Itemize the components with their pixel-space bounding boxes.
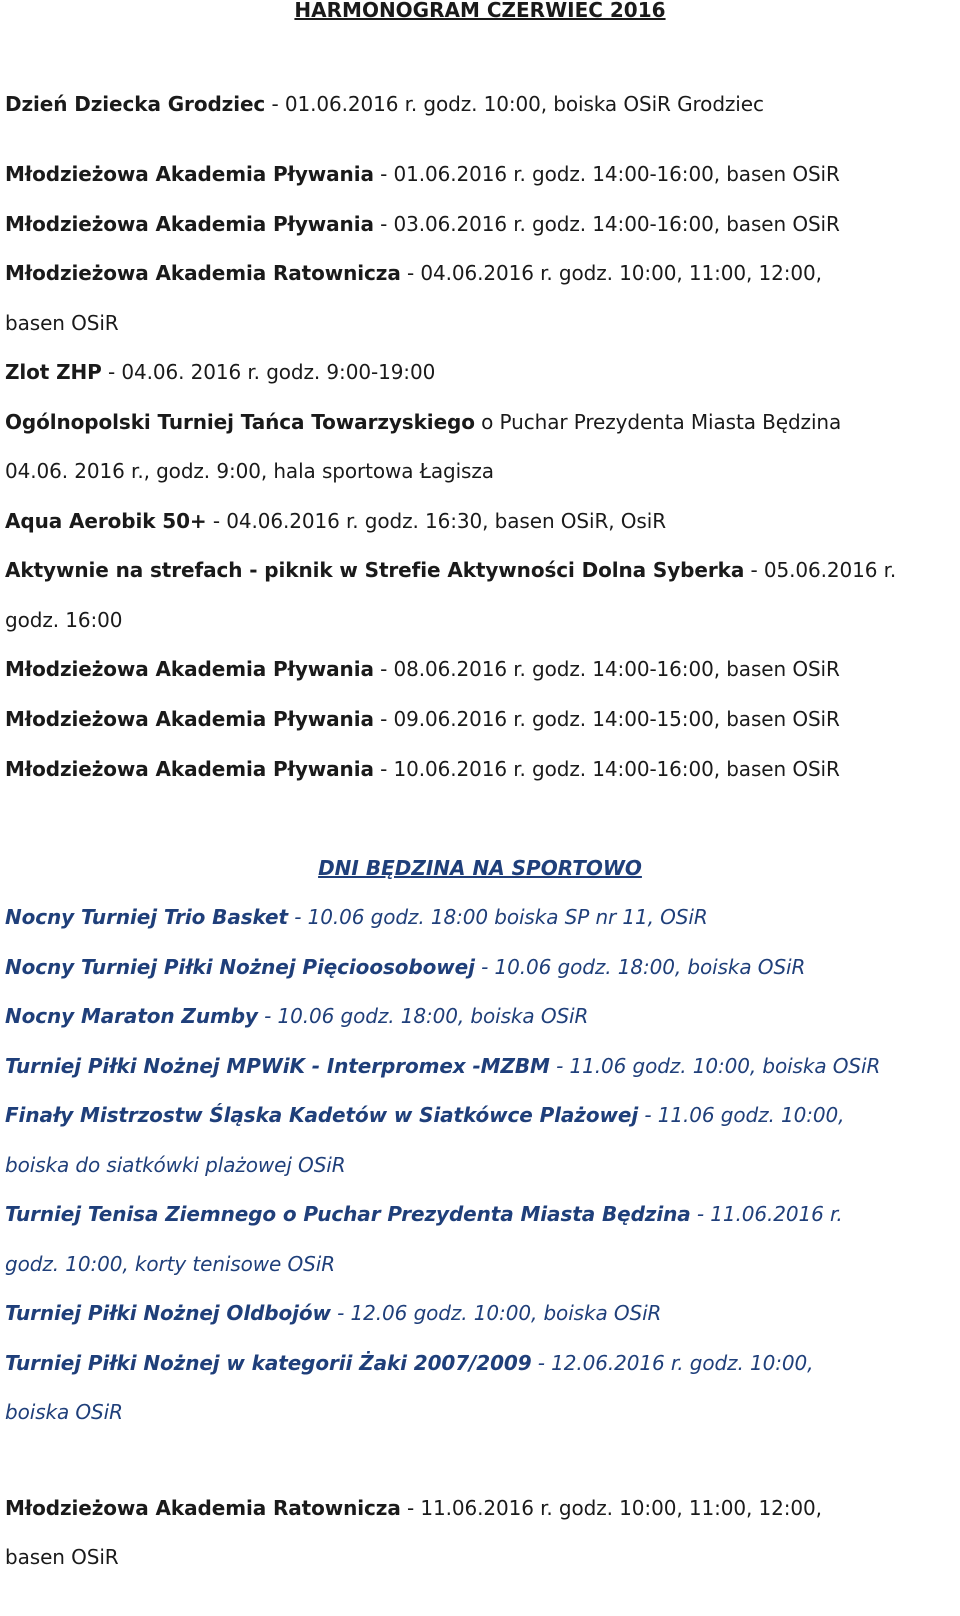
event-line	[5, 1052, 880, 1080]
event-line	[5, 259, 822, 287]
event-line	[5, 1002, 588, 1030]
event-name: Zlot ZHP	[5, 360, 102, 384]
event-line-continuation: boiska do siatkówki plażowej OSiR	[5, 1153, 346, 1177]
event-line	[5, 160, 840, 188]
event-name: Turniej Piłki Nożnej Oldbojów	[5, 1301, 331, 1325]
event-details: - 11.06 godz. 10:00, boiska OSiR	[549, 1054, 881, 1078]
event-details: - 01.06.2016 r. godz. 10:00, boiska OSiR Grodziec	[265, 92, 764, 116]
event-name: Młodzieżowa Akademia Pływania	[5, 757, 374, 781]
event-name: Młodzieżowa Akademia Pływania	[5, 707, 374, 731]
event-line	[5, 1349, 813, 1377]
event-line	[5, 705, 840, 733]
event-name: Turniej Piłki Nożnej w kategorii Żaki 2007/2009	[5, 1351, 532, 1375]
event-details: - 03.06.2016 r. godz. 14:00-16:00, basen OSiR	[373, 212, 840, 236]
event-name: Młodzieżowa Akademia Pływania	[5, 657, 374, 681]
event-name: Finały Mistrzostw Śląska Kadetów w Siatkówce Plażowej	[5, 1103, 639, 1127]
event-details: - 09.06.2016 r. godz. 14:00-15:00, basen OSiR	[373, 707, 840, 731]
event-details: - 10.06 godz. 18:00, boiska OSiR	[474, 955, 806, 979]
event-details: - 04.06.2016 r. godz. 16:30, basen OSiR, OsiR	[206, 509, 667, 533]
section-title: DNI BĘDZINA NA SPORTOWO	[318, 856, 642, 880]
event-name: Nocny Turniej Trio Basket	[5, 905, 288, 929]
event-line	[5, 210, 840, 238]
event-details: - 04.06. 2016 r. godz. 9:00-19:00	[101, 360, 436, 384]
event-line-continuation: basen OSiR	[5, 1545, 119, 1569]
event-name: Aqua Aerobik 50+	[5, 509, 207, 533]
event-line	[5, 408, 841, 436]
event-name: Nocny Turniej Piłki Nożnej Pięcioosobowej	[5, 955, 475, 979]
page-title: HARMONOGRAM CZERWIEC 2016	[294, 0, 666, 22]
event-name: Turniej Piłki Nożnej MPWiK - Interpromex -MZBM	[5, 1054, 550, 1078]
event-name: Młodzieżowa Akademia Pływania	[5, 212, 374, 236]
event-line-continuation: basen OSiR	[5, 311, 119, 335]
event-name: Ogólnopolski Turniej Tańca Towarzyskiego	[5, 410, 475, 434]
event-details: - 10.06.2016 r. godz. 14:00-16:00, basen OSiR	[373, 757, 840, 781]
event-details: - 05.06.2016 r.	[744, 558, 897, 582]
event-details: o Puchar Prezydenta Miasta Będzina	[474, 410, 842, 434]
event-details: - 10.06 godz. 18:00 boiska SP nr 11, OSiR	[287, 905, 708, 929]
event-line	[5, 1200, 843, 1228]
event-line	[5, 1299, 661, 1327]
event-line	[5, 90, 764, 118]
event-name: Dzień Dziecka Grodziec	[5, 92, 266, 116]
event-line-continuation: godz. 16:00	[5, 608, 123, 632]
event-line	[5, 953, 805, 981]
event-details: - 11.06 godz. 10:00,	[638, 1103, 845, 1127]
event-line-continuation: boiska OSiR	[5, 1400, 123, 1424]
event-line	[5, 903, 708, 931]
event-line	[5, 655, 840, 683]
event-details: - 12.06.2016 r. godz. 10:00,	[531, 1351, 814, 1375]
event-line	[5, 1494, 822, 1522]
event-line	[5, 556, 896, 584]
event-line	[5, 1101, 844, 1129]
event-details: - 08.06.2016 r. godz. 14:00-16:00, basen OSiR	[373, 657, 840, 681]
event-name: Nocny Maraton Zumby	[5, 1004, 258, 1028]
event-details: - 04.06.2016 r. godz. 10:00, 11:00, 12:00,	[400, 261, 822, 285]
event-details: - 11.06.2016 r.	[690, 1202, 843, 1226]
event-line	[5, 507, 666, 535]
event-name: Młodzieżowa Akademia Pływania	[5, 162, 374, 186]
event-name: Turniej Tenisa Ziemnego o Puchar Prezydenta Miasta Będzina	[5, 1202, 691, 1226]
event-line-continuation: godz. 10:00, korty tenisowe OSiR	[5, 1252, 336, 1276]
event-line-continuation: 04.06. 2016 r., godz. 9:00, hala sportowa Łagisza	[5, 459, 494, 483]
event-line	[5, 755, 840, 783]
event-details: - 11.06.2016 r. godz. 10:00, 11:00, 12:00,	[400, 1496, 822, 1520]
event-details: - 01.06.2016 r. godz. 14:00-16:00, basen OSiR	[373, 162, 840, 186]
event-line	[5, 358, 435, 386]
event-details: - 12.06 godz. 10:00, boiska OSiR	[330, 1301, 662, 1325]
event-name: Aktywnie na strefach - piknik w Strefie Aktywności Dolna Syberka	[5, 558, 745, 582]
event-details: - 10.06 godz. 18:00, boiska OSiR	[257, 1004, 589, 1028]
event-name: Młodzieżowa Akademia Ratownicza	[5, 1496, 401, 1520]
event-name: Młodzieżowa Akademia Ratownicza	[5, 261, 401, 285]
